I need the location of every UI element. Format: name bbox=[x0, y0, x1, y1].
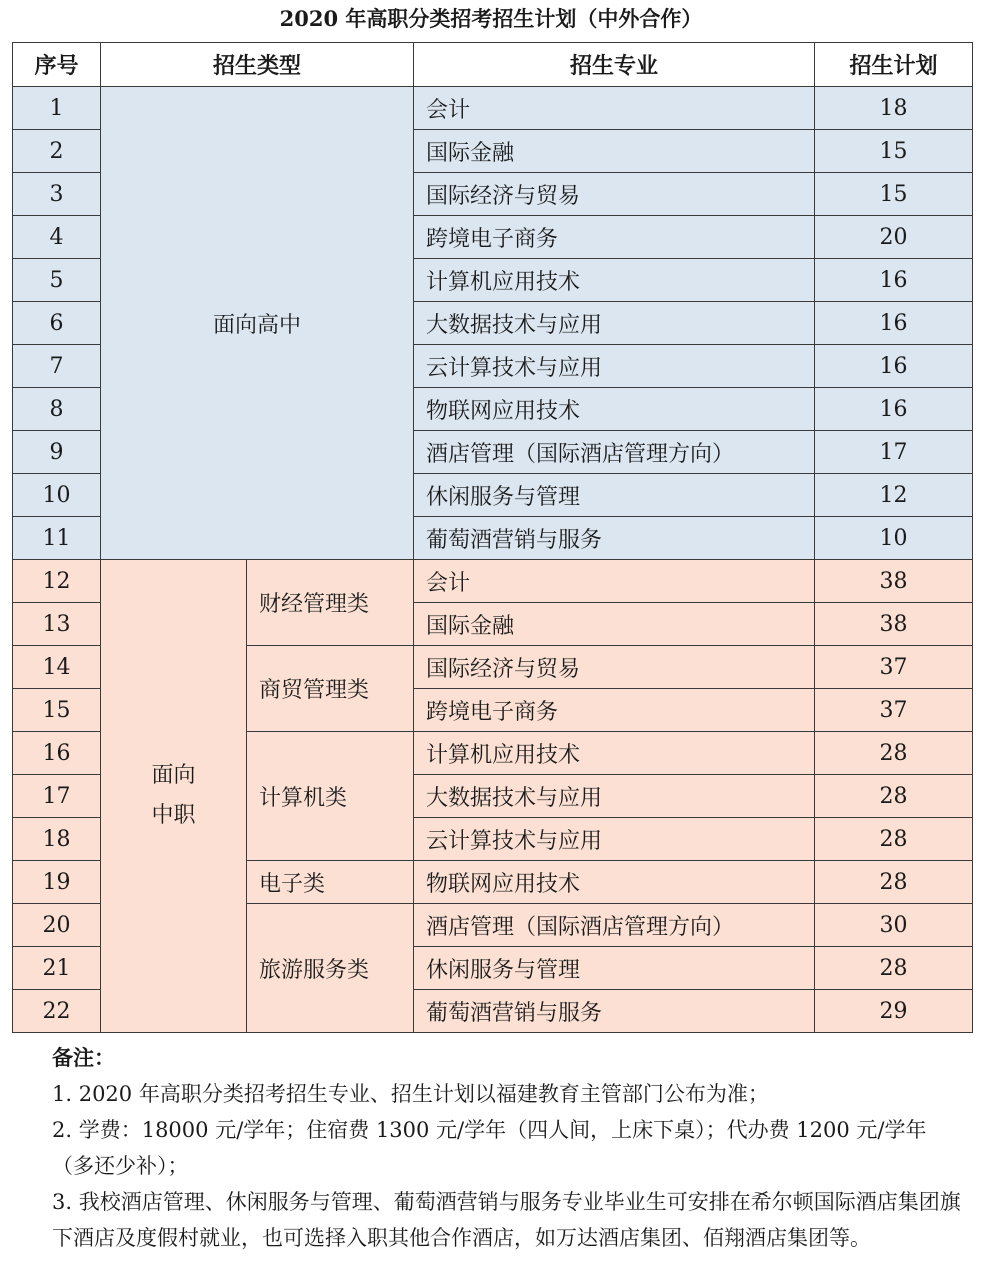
major-name: 跨境电子商务 bbox=[414, 216, 815, 259]
row-number: 9 bbox=[13, 431, 101, 474]
quota-value: 37 bbox=[815, 646, 973, 689]
row-number: 21 bbox=[13, 947, 101, 990]
major-name: 葡萄酒营销与服务 bbox=[414, 990, 815, 1033]
row-number: 13 bbox=[13, 603, 101, 646]
major-name: 国际金融 bbox=[414, 603, 815, 646]
page-title: 2020 年高职分类招考招生计划（中外合作） bbox=[279, 6, 703, 31]
major-name: 计算机应用技术 bbox=[414, 259, 815, 302]
row-number: 6 bbox=[13, 302, 101, 345]
note-item-1: 1. 2020 年高职分类招考招生专业、招生计划以福建教育主管部门公布为准； bbox=[52, 1082, 769, 1106]
row-number: 1 bbox=[13, 87, 101, 130]
quota-value: 16 bbox=[815, 259, 973, 302]
row-number: 22 bbox=[13, 990, 101, 1033]
major-name: 云计算技术与应用 bbox=[414, 818, 815, 861]
category-name: 电子类 bbox=[247, 861, 414, 904]
quota-value: 28 bbox=[815, 732, 973, 775]
note-item-3: 3. 我校酒店管理、休闲服务与管理、葡萄酒营销与服务专业毕业生可安排在希尔顿国际酒店集团旗下酒店及度假村就业，也可选择入职其他合作酒店，如万达酒店集团、佰翔酒店集团等。 bbox=[52, 1190, 961, 1250]
quota-value: 28 bbox=[815, 861, 973, 904]
quota-value: 28 bbox=[815, 947, 973, 990]
quota-value: 15 bbox=[815, 173, 973, 216]
table-header-row bbox=[13, 43, 973, 87]
quota-value: 17 bbox=[815, 431, 973, 474]
header-type: 招生类型 bbox=[101, 43, 414, 87]
quota-value: 16 bbox=[815, 345, 973, 388]
header-major: 招生专业 bbox=[414, 43, 815, 87]
row-number: 5 bbox=[13, 259, 101, 302]
major-name: 酒店管理（国际酒店管理方向） bbox=[414, 904, 815, 947]
row-number: 11 bbox=[13, 517, 101, 560]
quota-value: 18 bbox=[815, 87, 973, 130]
quota-value: 20 bbox=[815, 216, 973, 259]
quota-value: 28 bbox=[815, 818, 973, 861]
row-number: 4 bbox=[13, 216, 101, 259]
row-number: 12 bbox=[13, 560, 101, 603]
major-name: 国际经济与贸易 bbox=[414, 173, 815, 216]
row-number: 8 bbox=[13, 388, 101, 431]
quota-value: 16 bbox=[815, 302, 973, 345]
row-number: 19 bbox=[13, 861, 101, 904]
quota-value: 37 bbox=[815, 689, 973, 732]
row-number: 2 bbox=[13, 130, 101, 173]
header-quota: 招生计划 bbox=[815, 43, 973, 87]
table-body bbox=[13, 87, 973, 1033]
row-number: 15 bbox=[13, 689, 101, 732]
row-number: 10 bbox=[13, 474, 101, 517]
category-name: 财经管理类 bbox=[247, 560, 414, 646]
major-name: 国际经济与贸易 bbox=[414, 646, 815, 689]
major-name: 国际金融 bbox=[414, 130, 815, 173]
quota-value: 10 bbox=[815, 517, 973, 560]
quota-value: 12 bbox=[815, 474, 973, 517]
table-row bbox=[13, 87, 973, 130]
major-name: 会计 bbox=[414, 87, 815, 130]
quota-value: 28 bbox=[815, 775, 973, 818]
major-name: 物联网应用技术 bbox=[414, 388, 815, 431]
quota-value: 30 bbox=[815, 904, 973, 947]
type-label-line2: 中职 bbox=[151, 803, 196, 828]
major-name: 物联网应用技术 bbox=[414, 861, 815, 904]
row-number: 3 bbox=[13, 173, 101, 216]
row-number: 18 bbox=[13, 818, 101, 861]
header-no: 序号 bbox=[13, 43, 101, 87]
row-number: 7 bbox=[13, 345, 101, 388]
category-name: 旅游服务类 bbox=[247, 904, 414, 1033]
major-name: 休闲服务与管理 bbox=[414, 474, 815, 517]
type-label-line1: 面向 bbox=[151, 763, 196, 788]
major-name: 云计算技术与应用 bbox=[414, 345, 815, 388]
quota-value: 29 bbox=[815, 990, 973, 1033]
quota-value: 15 bbox=[815, 130, 973, 173]
row-number: 14 bbox=[13, 646, 101, 689]
major-name: 计算机应用技术 bbox=[414, 732, 815, 775]
major-name: 大数据技术与应用 bbox=[414, 775, 815, 818]
row-number: 17 bbox=[13, 775, 101, 818]
enrollment-plan-table bbox=[12, 42, 973, 1033]
row-number: 20 bbox=[13, 904, 101, 947]
enrollment-type-vocational bbox=[101, 560, 247, 1033]
quota-value: 16 bbox=[815, 388, 973, 431]
major-name: 葡萄酒营销与服务 bbox=[414, 517, 815, 560]
note-item-2: 2. 学费：18000 元/学年；住宿费 1300 元/学年（四人间，上床下桌）；代办费 1200 元/学年（多还少补）； bbox=[52, 1118, 927, 1178]
category-name: 商贸管理类 bbox=[247, 646, 414, 732]
notes-title: 备注： bbox=[52, 1046, 115, 1070]
enrollment-type-high-school: 面向高中 bbox=[101, 87, 414, 560]
notes-section bbox=[52, 1040, 962, 1256]
major-name: 休闲服务与管理 bbox=[414, 947, 815, 990]
table-row bbox=[13, 560, 973, 603]
major-name: 大数据技术与应用 bbox=[414, 302, 815, 345]
major-name: 酒店管理（国际酒店管理方向） bbox=[414, 431, 815, 474]
category-name: 计算机类 bbox=[247, 732, 414, 861]
row-number: 16 bbox=[13, 732, 101, 775]
major-name: 跨境电子商务 bbox=[414, 689, 815, 732]
quota-value: 38 bbox=[815, 603, 973, 646]
quota-value: 38 bbox=[815, 560, 973, 603]
major-name: 会计 bbox=[414, 560, 815, 603]
